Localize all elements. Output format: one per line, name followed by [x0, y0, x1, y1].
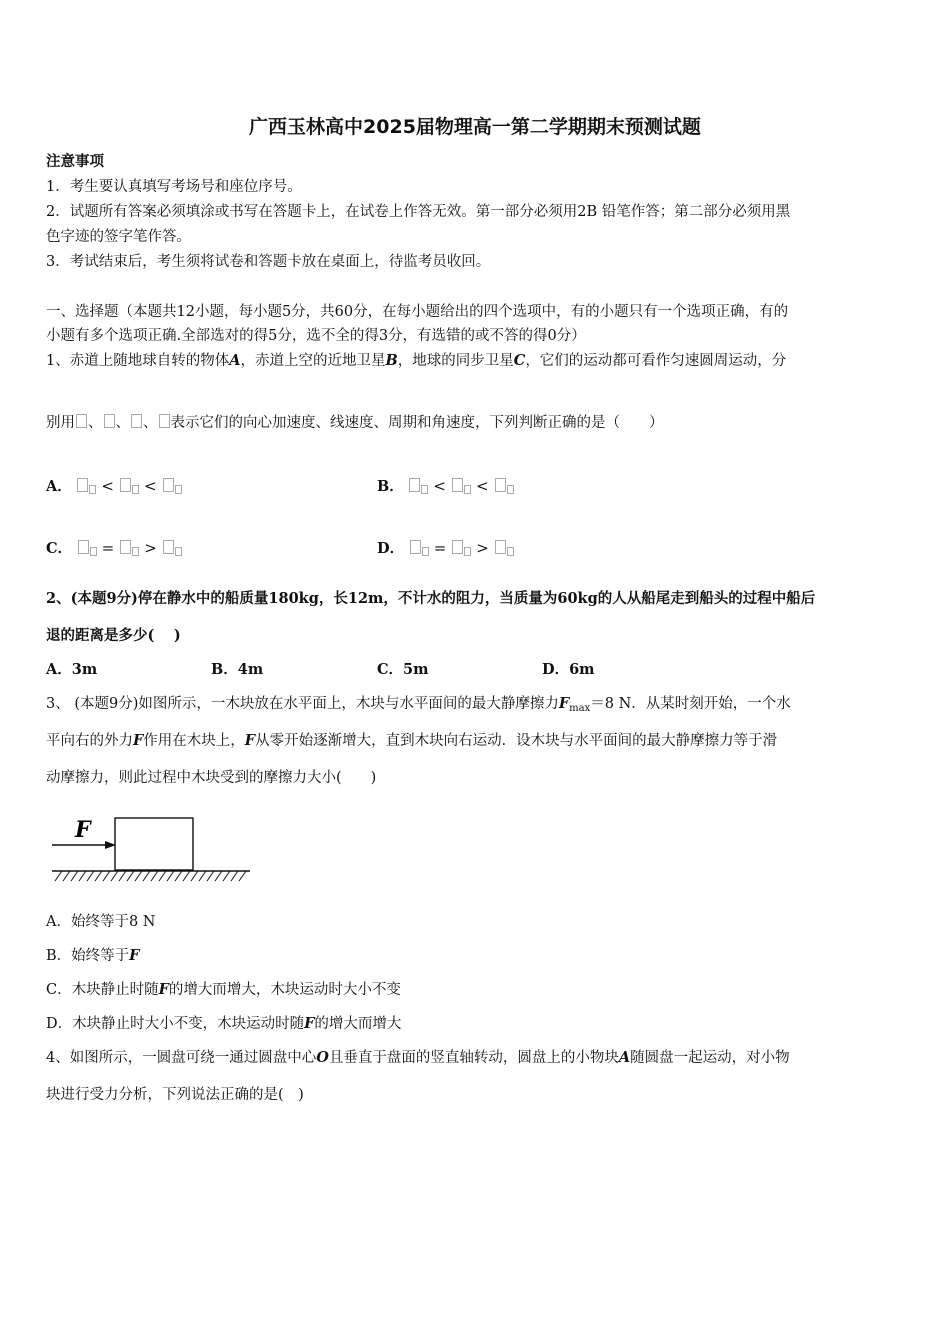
- option-a[interactable]: A．3m: [46, 661, 98, 678]
- question-1-line1: 1、赤道上随地球自转的物体A，赤道上空的近地卫星B，地球的同步卫星C，它们的运动都可看作匀速圆周运动，分: [46, 352, 787, 369]
- missing-symbol-icon: [452, 478, 463, 492]
- notice-item: 2．试题所有答案必须填涂或书写在答题卡上，在试卷上作答无效。第一部分必须用2B 铅笔作答；第二部分必须用黑: [46, 204, 791, 220]
- notice-item: 3．考试结束后，考生须将试卷和答题卡放在桌面上，待监考员收回。: [46, 254, 491, 270]
- missing-symbol-icon: [77, 478, 88, 492]
- option-d[interactable]: D． = >: [377, 538, 514, 559]
- missing-symbol-icon: [120, 478, 131, 492]
- section-heading: 一、选择题（本题共12小题，每小题5分，共60分，在每小题给出的四个选项中，有的小题只有一个选项正确，有的: [46, 304, 789, 320]
- block-force-diagram: [50, 812, 260, 887]
- missing-symbol-icon: [163, 540, 174, 554]
- missing-symbol-icon: [78, 540, 89, 554]
- missing-symbol-icon: [132, 547, 139, 556]
- notice-heading: 注意事项: [46, 153, 104, 170]
- question-3-line3: 动摩擦力，则此过程中木块受到的摩擦力大小( ): [46, 770, 377, 786]
- missing-symbol-icon: [464, 485, 471, 494]
- option-b[interactable]: B．4m: [211, 661, 264, 678]
- option-a[interactable]: A． < <: [46, 476, 182, 497]
- ground-hatching: [55, 871, 246, 881]
- option-d[interactable]: D．木块静止时大小不变，木块运动时随F的增大而增大: [46, 1015, 402, 1032]
- question-3-line2: 平向右的外力F作用在木块上，F从零开始逐渐增大，直到木块向右运动．设木块与水平面间的最大静摩擦力等于滑: [46, 732, 778, 749]
- missing-symbol-icon: [452, 540, 463, 554]
- wooden-block: [115, 818, 193, 870]
- missing-symbol-icon: [495, 478, 506, 492]
- notice-item: 色字迹的签字笔作答。: [46, 229, 191, 245]
- question-4-line2: 块进行受力分析，下列说法正确的是( ): [46, 1087, 304, 1103]
- missing-symbol-icon: [132, 485, 139, 494]
- missing-symbol-icon: [163, 478, 174, 492]
- missing-symbol-icon: [410, 540, 421, 554]
- missing-symbol-icon: [507, 485, 514, 494]
- section-heading-cont: 小题有多个选项正确.全部选对的得5分，选不全的得3分，有选错的或不答的得0分）: [46, 328, 586, 344]
- option-a[interactable]: A．始终等于8 N: [46, 914, 156, 930]
- option-c[interactable]: C．木块静止时随F的增大而增大，木块运动时大小不变: [46, 981, 401, 998]
- question-4-line1: 4、如图所示，一圆盘可绕一通过圆盘中心O且垂直于盘面的竖直轴转动，圆盘上的小物块A随圆盘一起运动，对小物: [46, 1049, 790, 1066]
- force-label: F: [75, 817, 91, 843]
- option-b[interactable]: B． < <: [377, 476, 514, 497]
- missing-symbol-icon: [409, 478, 420, 492]
- question-1-line2: 别用 、 、 、 表示它们的向心加速度、线速度、周期和角速度，下列判断正确的是（ ）: [46, 415, 664, 431]
- missing-symbol-icon: [159, 414, 170, 428]
- question-2-line1: 2、(本题9分)停在静水中的船质量180kg，长12m，不计水的阻力，当质量为60kg的人从船尾走到船头的过程中船后: [46, 590, 816, 607]
- missing-symbol-icon: [464, 547, 471, 556]
- option-c[interactable]: C． = >: [46, 538, 182, 559]
- missing-symbol-icon: [421, 485, 428, 494]
- question-3-line1: 3、 (本题9分)如图所示，一木块放在水平面上，木块与水平面间的最大静摩擦力$F_{max}=8$ N．从某时刻开始，一个水: [46, 695, 791, 714]
- missing-symbol-icon: [422, 547, 429, 556]
- missing-symbol-icon: [175, 547, 182, 556]
- page-title: 广西玉林高中2025届物理高一第二学期期末预测试题: [249, 116, 701, 138]
- option-b[interactable]: B．始终等于F: [46, 947, 140, 964]
- missing-symbol-icon: [175, 485, 182, 494]
- missing-symbol-icon: [131, 414, 142, 428]
- missing-symbol-icon: [104, 414, 115, 428]
- missing-symbol-icon: [120, 540, 131, 554]
- missing-symbol-icon: [507, 547, 514, 556]
- question-2-line2: 退的距离是多少( ): [46, 627, 181, 644]
- missing-symbol-icon: [90, 547, 97, 556]
- notice-item: 1．考生要认真填写考场号和座位序号。: [46, 179, 302, 195]
- option-d[interactable]: D．6m: [542, 661, 595, 678]
- option-c[interactable]: C．5m: [377, 661, 429, 678]
- missing-symbol-icon: [89, 485, 96, 494]
- missing-symbol-icon: [495, 540, 506, 554]
- missing-symbol-icon: [76, 414, 87, 428]
